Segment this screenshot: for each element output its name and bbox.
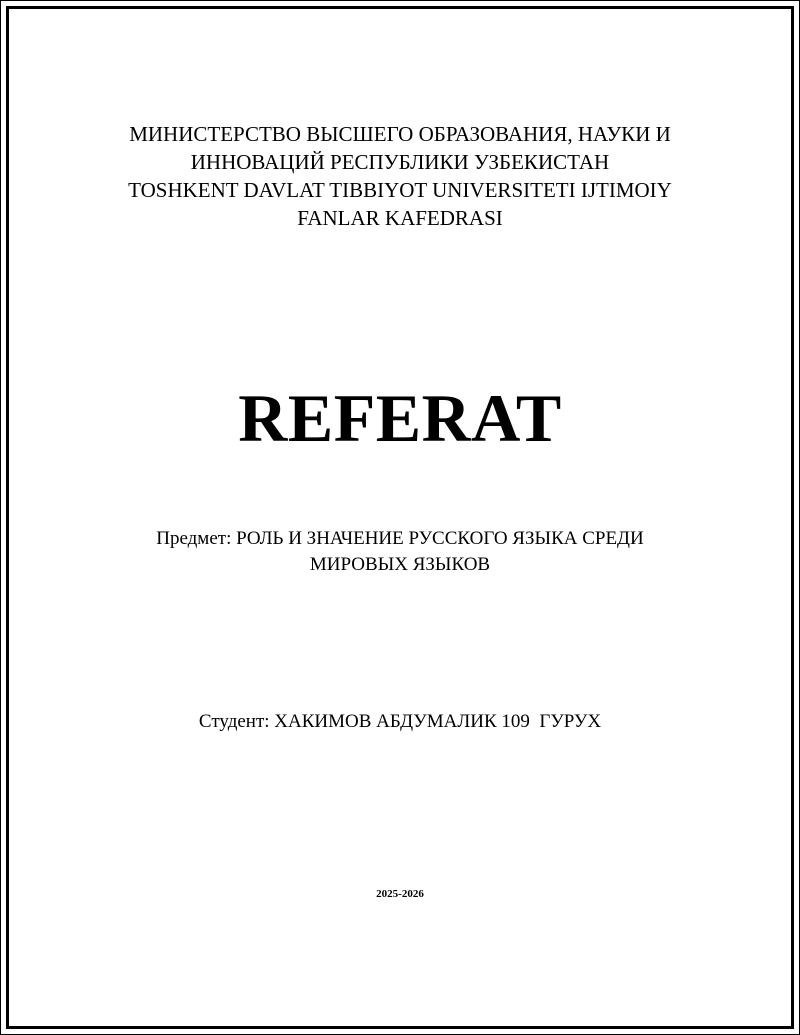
institution-header [0,120,800,232]
subject-block [0,526,800,578]
academic-year: 2025-2026 [376,888,424,900]
subject-line-2: МИРОВЫХ ЯЗЫКОВ [309,554,491,575]
header-line-2: ИННОВАЦИЙ РЕСПУБЛИКИ УЗБЕКИСТАН [190,150,610,174]
subject-line-1: Предмет: РОЛЬ И ЗНАЧЕНИЕ РУССКОГО ЯЗЫКА СРЕДИ [156,528,644,549]
student-line: Студент: ХАКИМОВ АБДУМАЛИК 109 ГУРУХ [198,711,602,732]
header-line-4: FANLAR KAFEDRASI [297,206,503,230]
header-line-1: МИНИСТЕРСТВО ВЫСШЕГО ОБРАЗОВАНИЯ, НАУКИ И [129,122,671,146]
document-title: REFERAT [238,380,562,456]
header-line-3: TOSHKENT DAVLAT TIBBIYOT UNIVERSITETI IJTIMOIY [128,178,672,202]
